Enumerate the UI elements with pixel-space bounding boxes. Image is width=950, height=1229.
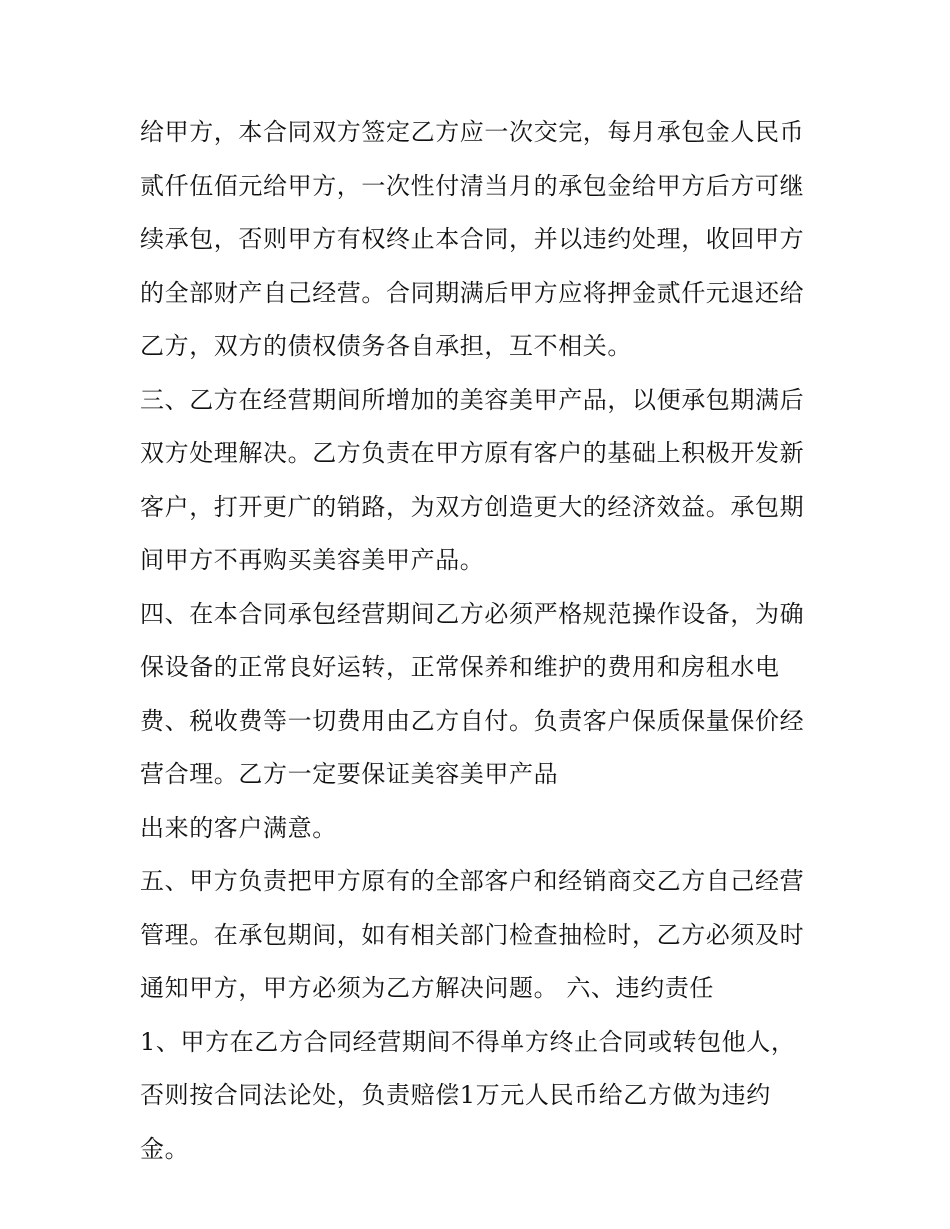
- text-line: 三、乙方在经营期间所增加的美容美甲产品，以便承包期满后: [140, 385, 805, 414]
- text-line: 续承包，否则甲方有权终止本合同，并以违约处理，收回甲方: [140, 225, 805, 253]
- text-line: 双方处理解决。乙方负责在甲方原有客户的基础上积极开发新: [140, 439, 805, 467]
- text-line: 给甲方，本合同双方签定乙方应一次交完，每月承包金人民币: [140, 118, 805, 146]
- contract-body-text: [140, 106, 820, 1176]
- text-line: 贰仟伍佰元给甲方，一次性付清当月的承包金给甲方后方可继: [140, 171, 805, 200]
- text-line: 间甲方不再购买美容美甲产品。: [140, 546, 485, 574]
- text-line: 通知甲方，甲方必须为乙方解决问题。 六、违约责任: [140, 974, 715, 1002]
- text-line: 费、税收费等一切费用由乙方自付。负责客户保质保量保价经: [140, 706, 805, 735]
- text-line: 保设备的正常良好运转，正常保养和维护的费用和房租水电: [140, 653, 780, 681]
- text-line: 客户，打开更广的销路，为双方创造更大的经济效益。承包期: [140, 492, 805, 521]
- text-line: 出来的客户满意。: [140, 813, 337, 842]
- text-line: 金。: [140, 1134, 190, 1163]
- text-line: 营合理。乙方一定要保证美容美甲产品: [140, 760, 559, 788]
- text-line: 五、甲方负责把甲方原有的全部客户和经销商交乙方自己经营: [140, 867, 805, 895]
- text-line: 乙方，双方的债权债务各自承担，互不相关。: [140, 332, 632, 360]
- text-line: 四、在本合同承包经营期间乙方必须严格规范操作设备，为确: [140, 599, 805, 628]
- text-line: 1、甲方在乙方合同经营期间不得单方终止合同或转包他人，: [140, 1027, 796, 1056]
- text-line: 否则按合同法论处，负责赔偿1万元人民币给乙方做为违约: [140, 1081, 771, 1109]
- text-line: 的全部财产自己经营。合同期满后甲方应将押金贰仟元退还给: [140, 278, 805, 307]
- text-line: 管理。在承包期间，如有相关部门检查抽检时，乙方必须及时: [140, 920, 805, 949]
